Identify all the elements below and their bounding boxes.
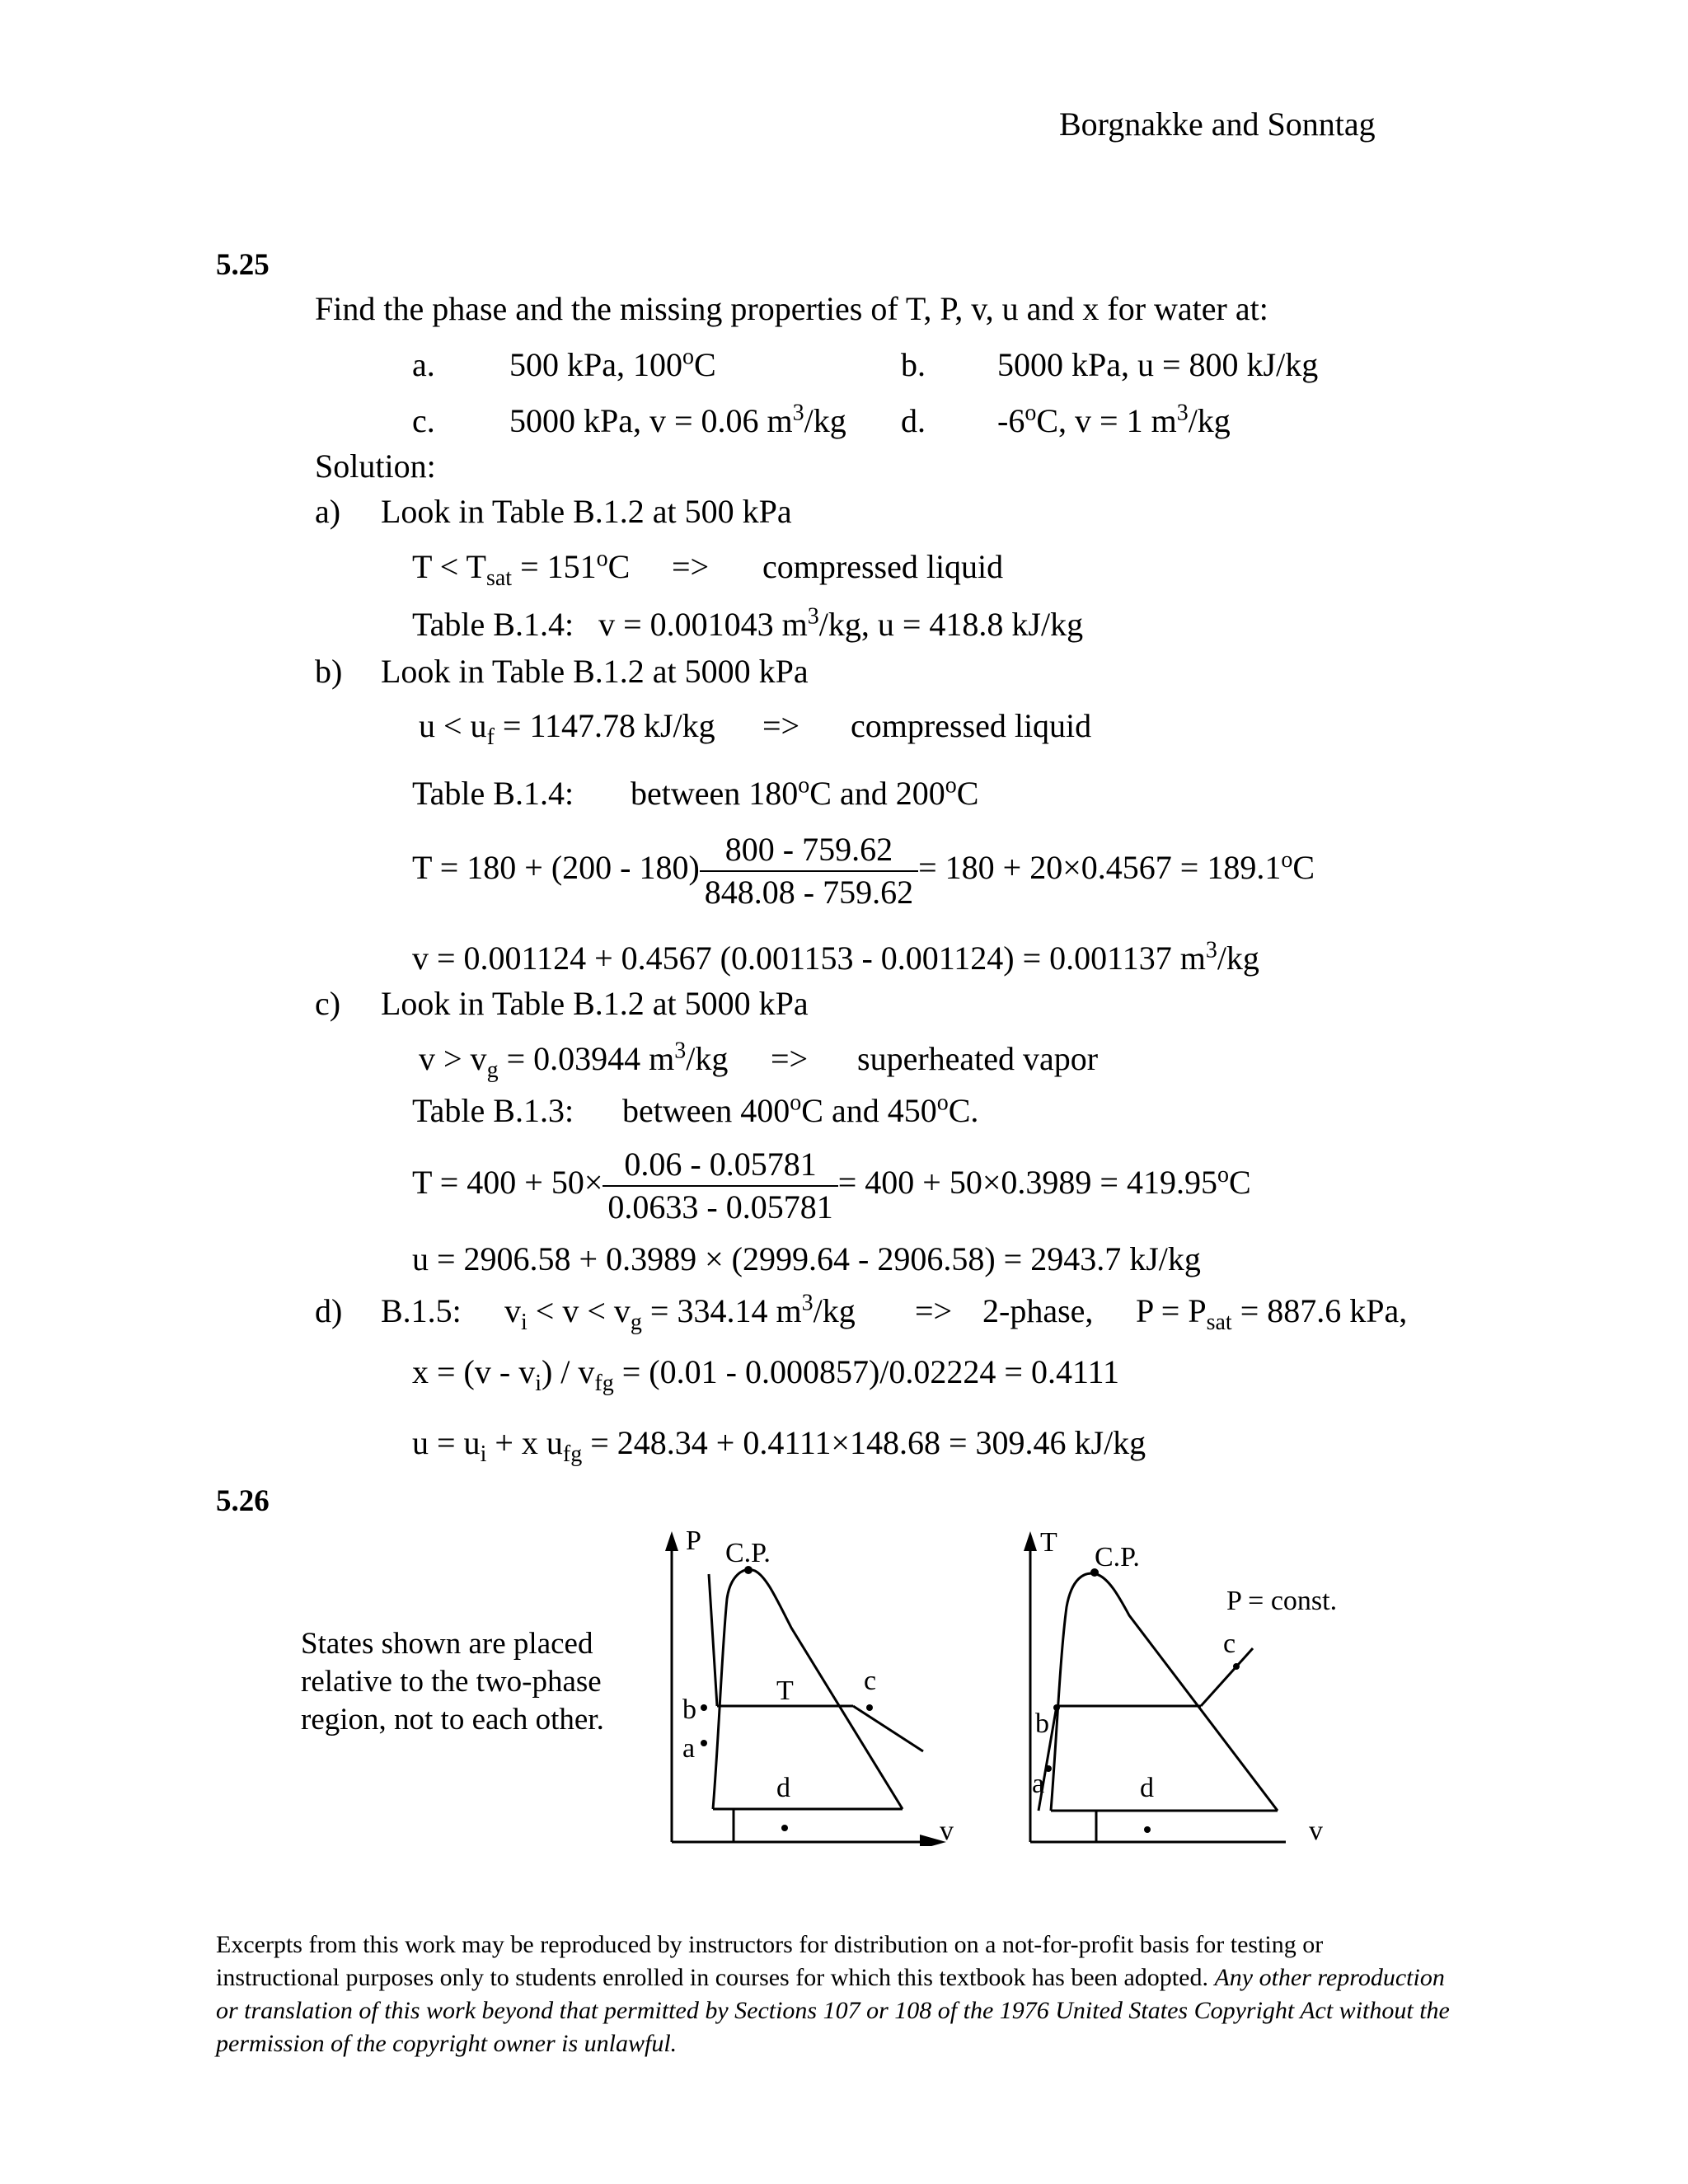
solution-label: Solution:	[315, 448, 436, 485]
pv-isotherm-label: T	[776, 1675, 794, 1706]
tv-label-a: a	[1032, 1769, 1045, 1799]
header-authors: Borgnakke and Sonntag	[1059, 105, 1376, 143]
pv-isotherm-liquid	[709, 1574, 717, 1706]
part-a-tsat: $T < T_{sat} = 151^oC$	[412, 546, 631, 591]
case-c-label: c.	[412, 402, 435, 439]
pv-point-b	[701, 1704, 707, 1711]
tv-axis-x-label: v	[1309, 1816, 1323, 1846]
pv-label-d: d	[776, 1773, 790, 1803]
part-c-line1: Look in Table B.1.2 at 5000 kPa	[381, 985, 809, 1022]
tv-axis-y-label: T	[1040, 1527, 1057, 1558]
part-a-table: Table B.1.4: v = 0.001043 $m^3/kg$, u = 418.8 kJ/kg	[412, 603, 1084, 643]
part-c-fraction: $\frac{0.06 - 0.05781}{0.0633 - 0.05781}$	[603, 1146, 837, 1226]
case-b-text: 5000 kPa, u = 800 kJ/kg	[997, 346, 1319, 383]
case-c-text: 5000 kPa, v = 0.06 $m^3/kg$	[509, 400, 846, 439]
pv-axis-y-label: P	[686, 1526, 701, 1556]
pv-axis-x-label: v	[940, 1816, 954, 1846]
part-d-quality: $x = (v - v_i) / v_{fg} = (0.01 - 0.000857)/0.02224 = 0.4111$	[412, 1353, 1119, 1396]
part-c-label: c)	[315, 985, 341, 1022]
part-c-interp: T = 400 + 50× $\frac{0.06 - 0.05781}{0.0633 - 0.05781}$ = $400 + 50\times 0.3989 = 419.95^oC$	[412, 1146, 1251, 1226]
part-d-energy: $u = u_i + x$ $u_{fg} = 248.34 + 0.4111\times 148.68 = 309.46$ kJ/kg	[412, 1424, 1146, 1467]
case-b-label: b.	[901, 346, 926, 383]
problem-statement: Find the phase and the missing properties of T, P, v, u and x for water at:	[315, 290, 1268, 327]
tv-diagram	[1006, 1516, 1376, 1846]
part-b-fraction: $\frac{800 - 759.62}{848.08 - 759.62}$	[700, 831, 918, 912]
part-d-label: d)	[315, 1292, 343, 1329]
pv-label-b: b	[682, 1694, 696, 1725]
part-a-phase: compressed liquid	[762, 548, 1004, 585]
part-d-table: B.1.5:	[381, 1292, 462, 1329]
part-b-v-line: v = 0.001124 + 0.4567 (0.001153 - 0.001124) = 0.001137 $m^3/kg$	[412, 937, 1259, 977]
part-c-table: Table B.1.3:	[412, 1092, 574, 1129]
pv-label-c: c	[864, 1666, 877, 1696]
part-c-vg: $v > v_g = 0.03944$ $m^3/kg$	[419, 1038, 729, 1083]
tv-label-b: b	[1035, 1708, 1049, 1739]
pv-cp-label: C.P.	[725, 1538, 771, 1568]
part-d-phase: 2-phase,	[982, 1292, 1094, 1329]
tv-cp-label: C.P.	[1095, 1542, 1140, 1572]
part-b-arrow: =>	[762, 707, 800, 744]
part-b-line1: Look in Table B.1.2 at 5000 kPa	[381, 653, 809, 690]
part-a-line1: Look in Table B.1.2 at 500 kPa	[381, 493, 792, 530]
tv-label-d: d	[1140, 1773, 1154, 1803]
tv-label-c: c	[1223, 1629, 1236, 1659]
case-d-text: -6$^o$C, v = 1 $m^3/kg$	[997, 400, 1231, 439]
part-d-v-range: $v_i < v < v_g = 334.14$ $m^3/kg$	[504, 1290, 856, 1335]
part-b-uf: $u < u_f = 1147.78$ kJ/kg	[419, 707, 715, 750]
case-a-text: 500 kPa, 100$^o$C	[509, 344, 716, 383]
tv-point-d	[1144, 1826, 1151, 1833]
part-c-between: between 400$^o$C and 450$^o$C.	[622, 1090, 979, 1129]
case-d-label: d.	[901, 402, 926, 439]
pv-y-arrow	[665, 1531, 678, 1551]
pv-point-c	[866, 1704, 873, 1711]
part-b-between: between 180$^o$C and 200$^o$C	[631, 772, 979, 812]
copyright-footer: Excerpts from this work may be reproduced by instructors for distribution on a not-for-profit basis for testing or instructional purposes only to students enrolled in courses for which this textbook has been adopted. Any other reproduction or translation of this work beyond that permitted by Sections 107 or 108 of the 1976 United States Copyright Act without the permission of the copyright owner is unlawful.	[216, 1931, 1450, 2057]
problem-number-25: 5.25	[216, 248, 270, 282]
part-c-u-line: u = 2906.58 + 0.3989 × (2999.64 - 2906.58) = 2943.7 kJ/kg	[412, 1240, 1201, 1277]
tv-y-arrow	[1024, 1531, 1037, 1551]
part-a-label: a)	[315, 493, 341, 530]
tv-point-a	[1045, 1765, 1052, 1772]
part-a-arrow: =>	[672, 548, 710, 585]
tv-point-b	[1053, 1704, 1060, 1711]
problem-number-26: 5.26	[216, 1484, 270, 1518]
case-a-label: a.	[412, 346, 435, 383]
diagram-note: States shown are placed relative to the two-phase region, not to each other.	[301, 1627, 604, 1736]
tv-isobar-label: P = const.	[1226, 1586, 1338, 1616]
part-b-interp: T = 180 + (200 - 180) $\frac{800 - 759.62}{848.08 - 759.62}$ = $180 + 20\times 0.4567 = 189.1^oC$	[412, 831, 1315, 911]
pv-diagram	[651, 1516, 981, 1846]
pv-point-d	[781, 1825, 788, 1831]
pv-label-a: a	[682, 1733, 696, 1764]
part-b-phase: compressed liquid	[851, 707, 1092, 744]
part-c-arrow: =>	[771, 1040, 809, 1077]
part-d-psat: $P = P_{sat} = 887.6$ kPa,	[1136, 1292, 1408, 1335]
part-b-table: Table B.1.4:	[412, 775, 574, 812]
pv-point-a	[701, 1740, 707, 1746]
tv-point-c	[1233, 1663, 1240, 1670]
part-b-label: b)	[315, 653, 343, 690]
part-c-phase: superheated vapor	[857, 1040, 1099, 1077]
part-d-arrow: =>	[915, 1292, 953, 1329]
